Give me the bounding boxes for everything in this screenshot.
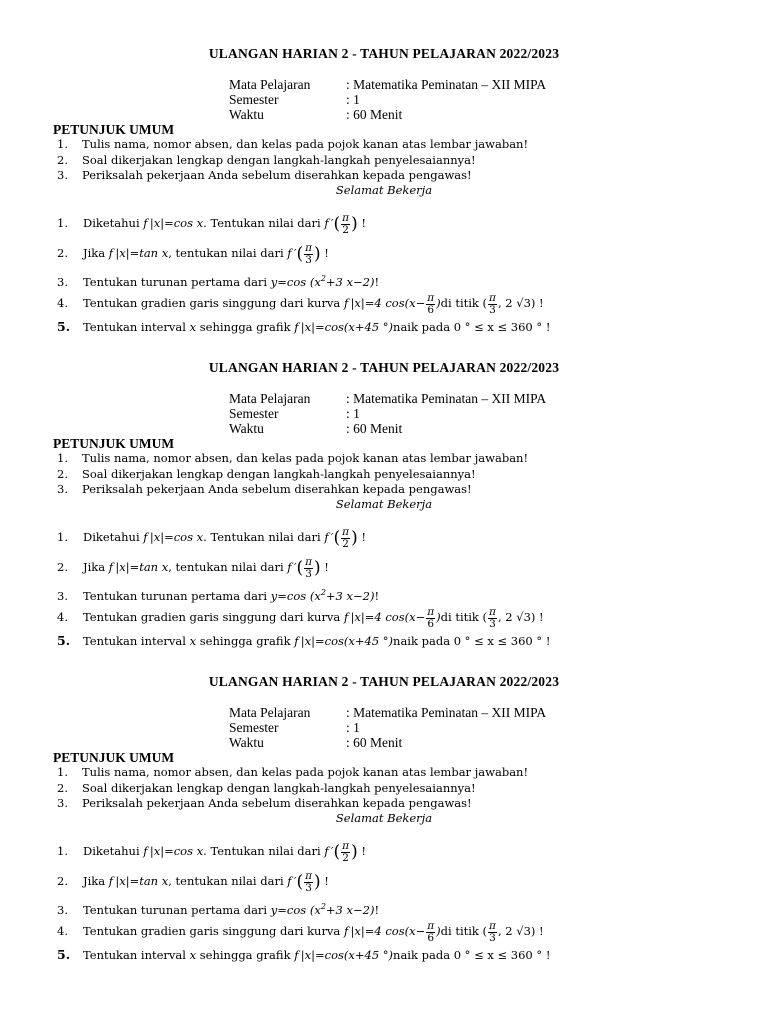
meta-row-time bbox=[229, 735, 546, 750]
question-text: ! bbox=[357, 530, 366, 544]
question-text: ! bbox=[374, 588, 380, 603]
fraction-numerator: π bbox=[342, 211, 350, 224]
meta-label: Semester bbox=[229, 720, 279, 735]
meta-label: Waktu bbox=[229, 735, 264, 750]
instructions-list bbox=[57, 451, 528, 498]
meta-value: : 60 Menit bbox=[346, 735, 403, 750]
question-4 bbox=[57, 292, 544, 314]
instruction-text: Periksalah pekerjaan Anda sebelum diserahkan kepada pengawas! bbox=[82, 168, 472, 182]
math-expression: f |x|=cos x bbox=[143, 530, 204, 544]
fraction bbox=[341, 213, 350, 236]
question-text: Jika bbox=[83, 874, 109, 888]
question-number: 4. bbox=[57, 610, 68, 624]
question-text: naik pada 0 ° ≤ x ≤ 360 ° ! bbox=[393, 948, 551, 962]
meta-label: Semester bbox=[229, 406, 279, 421]
question-text: ! bbox=[374, 274, 380, 289]
question-number: 4. bbox=[57, 296, 68, 310]
fraction-numerator: π bbox=[489, 605, 496, 618]
instruction-text: Tulis nama, nomor absen, dan kelas pada pojok kanan atas lembar jawaban! bbox=[82, 451, 529, 465]
instruction-item bbox=[57, 482, 528, 498]
question-number: 5. bbox=[57, 633, 71, 648]
fraction-numerator: π bbox=[427, 291, 435, 304]
fraction-denominator: 3 bbox=[305, 253, 312, 266]
exam-meta bbox=[229, 77, 546, 122]
fraction bbox=[426, 293, 435, 316]
exponent: 2 bbox=[320, 588, 326, 597]
fraction-numerator: π bbox=[427, 919, 435, 932]
question-text: naik pada 0 ° ≤ x ≤ 360 ° ! bbox=[393, 320, 551, 334]
question-text: Diketahui bbox=[83, 216, 144, 230]
math-expression: +3 x−2) bbox=[325, 588, 375, 603]
question-text: . Tentukan nilai dari bbox=[203, 530, 325, 544]
instruction-item bbox=[57, 137, 528, 153]
instruction-number: 1. bbox=[57, 137, 68, 151]
fraction-denominator: 2 bbox=[342, 851, 349, 864]
meta-label: Waktu bbox=[229, 107, 264, 122]
meta-value: : 1 bbox=[346, 92, 360, 107]
closing-text: Selamat Bekerja bbox=[335, 497, 433, 511]
instruction-text: Soal dikerjakan lengkap dengan langkah-langkah penyelesaiannya! bbox=[82, 466, 476, 481]
meta-row-semester bbox=[229, 720, 546, 735]
question-1 bbox=[57, 526, 366, 548]
math-expression: f |x|=4 cos(x− bbox=[343, 296, 426, 310]
fraction-denominator: 3 bbox=[489, 617, 496, 630]
meta-row-semester bbox=[229, 406, 546, 421]
question-2 bbox=[57, 242, 329, 264]
question-text: , tentukan nilai dari bbox=[168, 874, 288, 888]
paren-open: ( bbox=[333, 528, 341, 548]
paren-open: ( bbox=[296, 558, 304, 578]
fraction-numerator: π bbox=[342, 839, 350, 852]
instructions-list bbox=[57, 137, 528, 184]
question-text: sehingga grafik bbox=[196, 320, 295, 334]
paren-open: ( bbox=[296, 244, 304, 264]
question-text: ! bbox=[374, 902, 380, 917]
math-expression: f |x|=cos(x+45 °) bbox=[294, 320, 394, 334]
fraction bbox=[304, 243, 313, 266]
paren-close: ) bbox=[351, 214, 358, 234]
question-3 bbox=[57, 582, 379, 604]
math-expression: ) bbox=[436, 296, 441, 310]
instruction-text: Soal dikerjakan lengkap dengan langkah-langkah penyelesaiannya! bbox=[82, 780, 476, 795]
question-text: sehingga grafik bbox=[196, 634, 295, 648]
question-text: Tentukan turunan pertama dari bbox=[83, 274, 271, 289]
fraction-numerator: π bbox=[305, 555, 313, 568]
question-text: , 2 √3) ! bbox=[497, 924, 544, 938]
math-expression: f ′ bbox=[324, 844, 334, 858]
question-number: 4. bbox=[57, 924, 68, 938]
fraction-denominator: 3 bbox=[305, 567, 312, 580]
paren-close: ) bbox=[314, 558, 321, 578]
exponent: 2 bbox=[320, 902, 326, 911]
math-expression: ) bbox=[436, 610, 441, 624]
meta-value: : Matematika Peminatan – XII MIPA bbox=[346, 77, 547, 92]
math-expression: f |x|=4 cos(x− bbox=[343, 610, 426, 624]
math-expression: f ′ bbox=[287, 874, 297, 888]
question-text: ! bbox=[357, 844, 366, 858]
meta-row-semester bbox=[229, 92, 546, 107]
meta-value: : Matematika Peminatan – XII MIPA bbox=[346, 391, 547, 406]
question-3 bbox=[57, 896, 379, 918]
fraction-denominator: 6 bbox=[427, 931, 435, 944]
question-text: . Tentukan nilai dari bbox=[203, 216, 325, 230]
question-text: Jika bbox=[83, 560, 109, 574]
question-text: . Tentukan nilai dari bbox=[203, 844, 325, 858]
instruction-item bbox=[57, 467, 528, 483]
fraction bbox=[304, 871, 313, 894]
instruction-text: Soal dikerjakan lengkap dengan langkah-langkah penyelesaiannya! bbox=[82, 152, 476, 167]
question-text: Tentukan turunan pertama dari bbox=[83, 902, 271, 917]
meta-label: Semester bbox=[229, 92, 279, 107]
exam-title: ULANGAN HARIAN 2 - TAHUN PELAJARAN 2022/2023 bbox=[208, 46, 560, 61]
fraction-denominator: 6 bbox=[427, 617, 435, 630]
instruction-number: 3. bbox=[57, 482, 68, 496]
question-2 bbox=[57, 870, 329, 892]
math-expression: f ′ bbox=[287, 246, 297, 260]
paren-open: ( bbox=[333, 214, 341, 234]
fraction-denominator: 3 bbox=[305, 881, 312, 894]
instruction-number: 2. bbox=[57, 466, 68, 481]
paren-open: ( bbox=[296, 872, 304, 892]
fraction-denominator: 3 bbox=[489, 931, 496, 944]
fraction-numerator: π bbox=[305, 869, 313, 882]
paren-close: ) bbox=[314, 244, 321, 264]
fraction bbox=[341, 527, 350, 550]
question-number: 5. bbox=[57, 319, 71, 334]
question-text: Tentukan gradien garis singgung dari kurva bbox=[83, 296, 344, 310]
meta-row-subject bbox=[229, 705, 546, 720]
question-text: Tentukan turunan pertama dari bbox=[83, 588, 271, 603]
question-3 bbox=[57, 268, 379, 290]
meta-row-time bbox=[229, 421, 546, 436]
math-expression: f |x|=tan x bbox=[108, 560, 169, 574]
question-text: , 2 √3) ! bbox=[497, 296, 544, 310]
exam-title: ULANGAN HARIAN 2 - TAHUN PELAJARAN 2022/2023 bbox=[208, 674, 560, 689]
fraction-denominator: 6 bbox=[427, 303, 435, 316]
question-text: Tentukan interval bbox=[83, 320, 190, 334]
question-text: Diketahui bbox=[83, 844, 144, 858]
math-expression: y=cos (x bbox=[270, 902, 321, 917]
question-number: 5. bbox=[57, 947, 71, 962]
question-text: ! bbox=[357, 216, 366, 230]
fraction bbox=[488, 921, 497, 944]
math-expression: y=cos (x bbox=[270, 588, 321, 603]
instruction-item bbox=[57, 765, 528, 781]
meta-value: : Matematika Peminatan – XII MIPA bbox=[346, 705, 547, 720]
question-text: naik pada 0 ° ≤ x ≤ 360 ° ! bbox=[393, 634, 551, 648]
fraction-numerator: π bbox=[489, 919, 496, 932]
question-number: 2. bbox=[57, 560, 68, 574]
question-4 bbox=[57, 606, 544, 628]
question-text: Tentukan interval bbox=[83, 634, 190, 648]
question-1 bbox=[57, 212, 366, 234]
instruction-number: 1. bbox=[57, 765, 68, 779]
meta-value: : 1 bbox=[346, 720, 360, 735]
instruction-number: 1. bbox=[57, 451, 68, 465]
math-expression: f ′ bbox=[324, 216, 334, 230]
question-text: , 2 √3) ! bbox=[497, 610, 544, 624]
exam-sheet bbox=[0, 314, 768, 648]
meta-value: : 60 Menit bbox=[346, 107, 403, 122]
math-expression: y=cos (x bbox=[270, 274, 321, 289]
fraction bbox=[304, 557, 313, 580]
question-text: Tentukan gradien garis singgung dari kurva bbox=[83, 924, 344, 938]
math-expression: f |x|=tan x bbox=[108, 874, 169, 888]
question-number: 1. bbox=[57, 530, 68, 544]
fraction-numerator: π bbox=[427, 605, 435, 618]
meta-row-subject bbox=[229, 77, 546, 92]
instruction-number: 2. bbox=[57, 152, 68, 167]
question-text: Tentukan interval bbox=[83, 948, 190, 962]
math-expression: x bbox=[189, 320, 197, 334]
math-expression: ) bbox=[436, 924, 441, 938]
closing-text: Selamat Bekerja bbox=[335, 183, 433, 197]
meta-label: Mata Pelajaran bbox=[229, 391, 311, 406]
closing-text: Selamat Bekerja bbox=[335, 811, 433, 825]
question-text: , tentukan nilai dari bbox=[168, 246, 288, 260]
question-text: Tentukan gradien garis singgung dari kurva bbox=[83, 610, 344, 624]
math-expression: f |x|=cos(x+45 °) bbox=[294, 634, 394, 648]
instructions-heading: PETUNJUK UMUM bbox=[53, 436, 175, 451]
math-expression: f ′ bbox=[287, 560, 297, 574]
instruction-text: Periksalah pekerjaan Anda sebelum diserahkan kepada pengawas! bbox=[82, 796, 472, 810]
paren-open: ( bbox=[333, 842, 341, 862]
question-text: ! bbox=[320, 560, 329, 574]
math-expression: x bbox=[189, 634, 197, 648]
question-2 bbox=[57, 556, 329, 578]
meta-label: Waktu bbox=[229, 421, 264, 436]
question-text: di titik ( bbox=[440, 610, 488, 624]
fraction-denominator: 3 bbox=[489, 303, 496, 316]
question-text: ! bbox=[320, 874, 329, 888]
math-expression: +3 x−2) bbox=[325, 274, 375, 289]
question-number: 1. bbox=[57, 216, 68, 230]
paren-close: ) bbox=[351, 842, 358, 862]
instruction-text: Tulis nama, nomor absen, dan kelas pada pojok kanan atas lembar jawaban! bbox=[82, 137, 529, 151]
instruction-text: Tulis nama, nomor absen, dan kelas pada pojok kanan atas lembar jawaban! bbox=[82, 765, 529, 779]
question-text: di titik ( bbox=[440, 296, 488, 310]
instruction-item bbox=[57, 781, 528, 797]
paren-close: ) bbox=[314, 872, 321, 892]
instruction-item bbox=[57, 451, 528, 467]
fraction-numerator: π bbox=[489, 291, 496, 304]
meta-label: Mata Pelajaran bbox=[229, 705, 311, 720]
fraction bbox=[426, 921, 435, 944]
math-expression: +3 x−2) bbox=[325, 902, 375, 917]
instruction-item bbox=[57, 796, 528, 812]
instructions-heading: PETUNJUK UMUM bbox=[53, 750, 175, 765]
exam-sheet bbox=[0, 628, 768, 962]
fraction bbox=[488, 607, 497, 630]
math-expression: f |x|=cos x bbox=[143, 216, 204, 230]
question-text: di titik ( bbox=[440, 924, 488, 938]
instruction-number: 3. bbox=[57, 796, 68, 810]
instruction-number: 3. bbox=[57, 168, 68, 182]
question-text: , tentukan nilai dari bbox=[168, 560, 288, 574]
instructions-list bbox=[57, 765, 528, 812]
fraction bbox=[426, 607, 435, 630]
fraction-denominator: 2 bbox=[342, 537, 349, 550]
paren-close: ) bbox=[351, 528, 358, 548]
question-text: sehingga grafik bbox=[196, 948, 295, 962]
question-text: Diketahui bbox=[83, 530, 144, 544]
fraction-numerator: π bbox=[342, 525, 350, 538]
instructions-heading: PETUNJUK UMUM bbox=[53, 122, 175, 137]
question-text: Jika bbox=[83, 246, 109, 260]
math-expression: x bbox=[189, 948, 197, 962]
instruction-number: 2. bbox=[57, 780, 68, 795]
question-text: ! bbox=[320, 246, 329, 260]
instruction-item bbox=[57, 168, 528, 184]
exam-title: ULANGAN HARIAN 2 - TAHUN PELAJARAN 2022/2023 bbox=[208, 360, 560, 375]
fraction-numerator: π bbox=[305, 241, 313, 254]
exam-meta bbox=[229, 705, 546, 750]
exponent: 2 bbox=[320, 274, 326, 283]
meta-row-subject bbox=[229, 391, 546, 406]
question-5 bbox=[57, 944, 550, 966]
meta-value: : 1 bbox=[346, 406, 360, 421]
meta-row-time bbox=[229, 107, 546, 122]
math-expression: f |x|=cos(x+45 °) bbox=[294, 948, 394, 962]
fraction bbox=[341, 841, 350, 864]
question-4 bbox=[57, 920, 544, 942]
instruction-item bbox=[57, 153, 528, 169]
exam-sheet bbox=[0, 0, 768, 334]
math-expression: f |x|=cos x bbox=[143, 844, 204, 858]
question-1 bbox=[57, 840, 366, 862]
math-expression: f |x|=tan x bbox=[108, 246, 169, 260]
question-number: 1. bbox=[57, 844, 68, 858]
meta-value: : 60 Menit bbox=[346, 421, 403, 436]
question-number: 3. bbox=[57, 274, 68, 289]
fraction-denominator: 2 bbox=[342, 223, 349, 236]
question-number: 2. bbox=[57, 246, 68, 260]
meta-label: Mata Pelajaran bbox=[229, 77, 311, 92]
exam-meta bbox=[229, 391, 546, 436]
math-expression: f |x|=4 cos(x− bbox=[343, 924, 426, 938]
fraction bbox=[488, 293, 497, 316]
question-number: 3. bbox=[57, 902, 68, 917]
instruction-text: Periksalah pekerjaan Anda sebelum diserahkan kepada pengawas! bbox=[82, 482, 472, 496]
question-number: 2. bbox=[57, 874, 68, 888]
question-number: 3. bbox=[57, 588, 68, 603]
math-expression: f ′ bbox=[324, 530, 334, 544]
